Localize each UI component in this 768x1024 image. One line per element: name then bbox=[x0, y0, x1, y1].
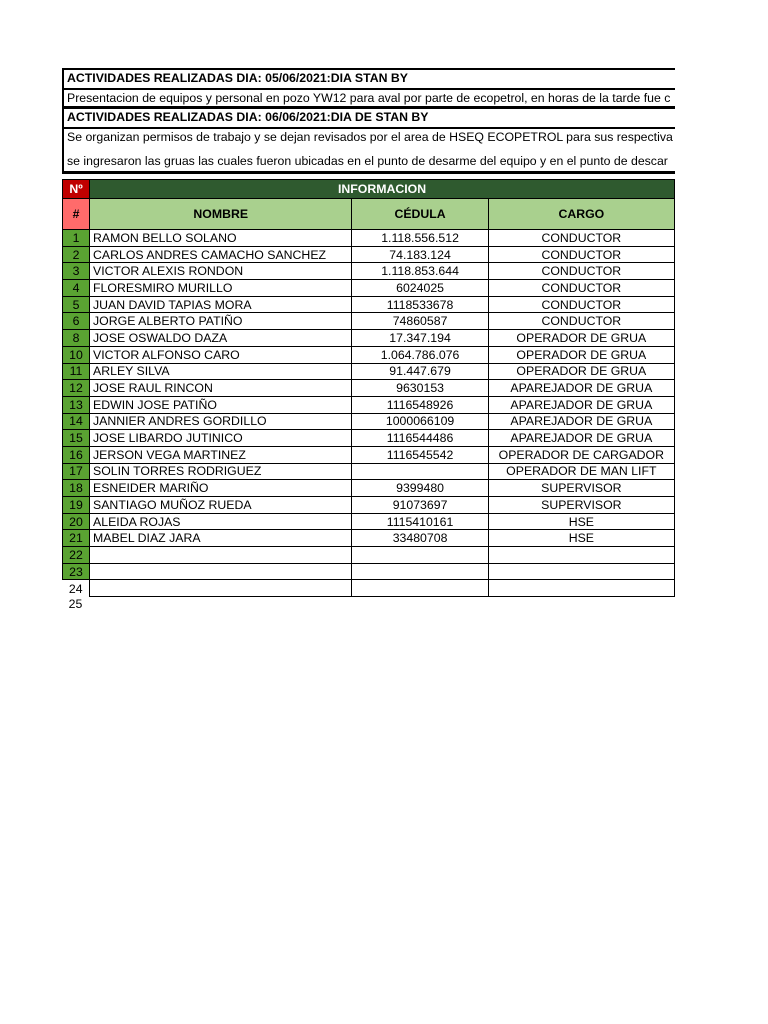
table-row bbox=[63, 346, 675, 363]
row-number[interactable]: 20 bbox=[63, 513, 90, 530]
cell-cedula[interactable] bbox=[352, 563, 488, 580]
group-header: INFORMACION bbox=[90, 180, 675, 199]
cell-cedula[interactable]: 1116548926 bbox=[352, 396, 488, 413]
column-header-cedula: CÉDULA bbox=[352, 199, 488, 230]
table-row bbox=[63, 380, 675, 397]
cell-cargo[interactable]: HSE bbox=[488, 530, 674, 547]
cell-cedula[interactable]: 91.447.679 bbox=[352, 363, 488, 380]
cell-nombre[interactable]: FLORESMIRO MURILLO bbox=[90, 280, 352, 297]
cell-nombre[interactable]: ESNEIDER MARIÑO bbox=[90, 480, 352, 497]
cell-cargo[interactable] bbox=[488, 580, 674, 597]
table-row bbox=[63, 480, 675, 497]
cell-cedula[interactable]: 1116545542 bbox=[352, 446, 488, 463]
cell-cargo[interactable]: CONDUCTOR bbox=[488, 280, 674, 297]
activity-title-2: ACTIVIDADES REALIZADAS DIA: 06/06/2021:DIA DE STAN BY bbox=[62, 109, 675, 127]
cell-nombre[interactable]: SOLIN TORRES RODRIGUEZ bbox=[90, 463, 352, 480]
cell-cargo[interactable]: OPERADOR DE GRUA bbox=[488, 346, 674, 363]
cell-nombre[interactable]: ALEIDA ROJAS bbox=[90, 513, 352, 530]
cell-cargo[interactable]: HSE bbox=[488, 513, 674, 530]
cell-nombre[interactable]: CARLOS ANDRES CAMACHO SANCHEZ bbox=[90, 246, 352, 263]
table-row bbox=[63, 230, 675, 247]
table-row bbox=[63, 463, 675, 480]
row-number[interactable]: 5 bbox=[63, 296, 90, 313]
column-header-nombre: NOMBRE bbox=[90, 199, 352, 230]
cell-cargo[interactable]: OPERADOR DE GRUA bbox=[488, 330, 674, 347]
table-row bbox=[63, 280, 675, 297]
table-row bbox=[63, 363, 675, 380]
activity-line-2-1: Se organizan permisos de trabajo y se dejan revisados por el area de HSEQ ECOPETROL para sus respectiva bbox=[62, 127, 675, 145]
row-number[interactable]: 1 bbox=[63, 230, 90, 247]
cell-cargo[interactable]: APAREJADOR DE GRUA bbox=[488, 380, 674, 397]
cell-cargo[interactable]: CONDUCTOR bbox=[488, 296, 674, 313]
table-row bbox=[63, 580, 675, 597]
cell-nombre[interactable] bbox=[90, 563, 352, 580]
cell-nombre[interactable]: JERSON VEGA MARTINEZ bbox=[90, 446, 352, 463]
row-number[interactable]: 10 bbox=[63, 346, 90, 363]
cell-cargo[interactable]: APAREJADOR DE GRUA bbox=[488, 413, 674, 430]
cell-nombre[interactable]: JOSE OSWALDO DAZA bbox=[90, 330, 352, 347]
row-number[interactable]: 8 bbox=[63, 330, 90, 347]
table-row bbox=[63, 513, 675, 530]
cell-nombre[interactable]: ARLEY SILVA bbox=[90, 363, 352, 380]
row-number[interactable]: 16 bbox=[63, 446, 90, 463]
row-number[interactable]: 2 bbox=[63, 246, 90, 263]
cell-cedula[interactable]: 1116544486 bbox=[352, 430, 488, 447]
table-row bbox=[63, 430, 675, 447]
cell-cargo[interactable] bbox=[488, 563, 674, 580]
cell-nombre[interactable]: JOSE LIBARDO JUTINICO bbox=[90, 430, 352, 447]
row-number[interactable]: 13 bbox=[63, 396, 90, 413]
activity-title-1: ACTIVIDADES REALIZADAS DIA: 05/06/2021:DIA STAN BY bbox=[62, 70, 675, 88]
row-number[interactable]: 4 bbox=[63, 280, 90, 297]
row-number[interactable]: 12 bbox=[63, 380, 90, 397]
cell-nombre[interactable]: VICTOR ALFONSO CARO bbox=[90, 346, 352, 363]
cell-cargo[interactable]: CONDUCTOR bbox=[488, 246, 674, 263]
cell-cedula[interactable]: 33480708 bbox=[352, 530, 488, 547]
cell-nombre[interactable]: JOSE RAUL RINCON bbox=[90, 380, 352, 397]
table-row bbox=[63, 446, 675, 463]
cell-cargo[interactable]: APAREJADOR DE GRUA bbox=[488, 430, 674, 447]
table-row bbox=[63, 330, 675, 347]
cell-cargo[interactable] bbox=[488, 547, 674, 564]
cell-cedula[interactable] bbox=[352, 547, 488, 564]
cell-nombre[interactable] bbox=[90, 580, 352, 597]
cell-cedula[interactable]: 91073697 bbox=[352, 497, 488, 514]
cell-cedula[interactable]: 9399480 bbox=[352, 480, 488, 497]
cell-cargo[interactable]: OPERADOR DE CARGADOR bbox=[488, 446, 674, 463]
cell-cedula[interactable] bbox=[352, 463, 488, 480]
cell-cedula[interactable]: 17.347.194 bbox=[352, 330, 488, 347]
row-number[interactable]: 18 bbox=[63, 480, 90, 497]
group-header-row bbox=[63, 180, 675, 199]
cell-cedula[interactable] bbox=[352, 580, 488, 597]
spacer bbox=[62, 145, 675, 153]
cell-nombre[interactable]: JUAN DAVID TAPIAS MORA bbox=[90, 296, 352, 313]
cell-cedula[interactable]: 6024025 bbox=[352, 280, 488, 297]
activity-line-1-1: Presentacion de equipos y personal en pozo YW12 para aval por parte de ecopetrol, en horas de la tarde fue c bbox=[62, 88, 675, 106]
cell-cedula[interactable]: 74860587 bbox=[352, 313, 488, 330]
table-row bbox=[63, 246, 675, 263]
cell-cedula[interactable]: 1.118.556.512 bbox=[352, 230, 488, 247]
row-number[interactable]: 19 bbox=[63, 497, 90, 514]
personnel-table bbox=[62, 179, 675, 597]
table-row bbox=[63, 296, 675, 313]
cell-cedula[interactable]: 9630153 bbox=[352, 380, 488, 397]
table-row bbox=[63, 396, 675, 413]
row-number: 25 bbox=[68, 597, 83, 612]
table-row bbox=[63, 263, 675, 280]
table-row bbox=[63, 413, 675, 430]
row-number[interactable]: 3 bbox=[63, 263, 90, 280]
cell-cedula[interactable]: 1.118.853.644 bbox=[352, 263, 488, 280]
row-number[interactable]: 15 bbox=[63, 430, 90, 447]
table-row bbox=[63, 313, 675, 330]
row-number[interactable]: 23 bbox=[63, 563, 90, 580]
activity-line-2-2: se ingresaron las gruas las cuales fueron ubicadas en el punto de desarme del equipo y en el punto de descar bbox=[62, 153, 675, 171]
cell-nombre[interactable]: MABEL DIAZ JARA bbox=[90, 530, 352, 547]
cell-nombre[interactable]: JORGE ALBERTO PATIÑO bbox=[90, 313, 352, 330]
table-row bbox=[63, 563, 675, 580]
cell-nombre[interactable]: VICTOR ALEXIS RONDON bbox=[90, 263, 352, 280]
cell-cedula[interactable]: 1115410161 bbox=[352, 513, 488, 530]
cell-nombre[interactable]: JANNIER ANDRES GORDILLO bbox=[90, 413, 352, 430]
cell-nombre[interactable]: SANTIAGO MUÑOZ RUEDA bbox=[90, 497, 352, 514]
cell-cargo[interactable]: CONDUCTOR bbox=[488, 230, 674, 247]
table-row bbox=[63, 530, 675, 547]
cell-cargo[interactable]: APAREJADOR DE GRUA bbox=[488, 396, 674, 413]
trailing-row-numbers bbox=[62, 597, 89, 613]
cell-cedula[interactable]: 1000066109 bbox=[352, 413, 488, 430]
divider bbox=[62, 171, 675, 179]
cell-nombre[interactable] bbox=[90, 547, 352, 564]
cell-cedula[interactable]: 1.064.786.076 bbox=[352, 346, 488, 363]
cell-cargo[interactable]: OPERADOR DE GRUA bbox=[488, 363, 674, 380]
row-number[interactable]: 14 bbox=[63, 413, 90, 430]
spreadsheet bbox=[62, 68, 675, 597]
cell-cargo[interactable]: SUPERVISOR bbox=[488, 480, 674, 497]
cell-cedula[interactable]: 74.183.124 bbox=[352, 246, 488, 263]
row-number[interactable]: 21 bbox=[63, 530, 90, 547]
cell-nombre[interactable]: RAMON BELLO SOLANO bbox=[90, 230, 352, 247]
cell-cargo[interactable]: CONDUCTOR bbox=[488, 313, 674, 330]
cell-cargo[interactable]: SUPERVISOR bbox=[488, 497, 674, 514]
row-number[interactable]: 24 bbox=[63, 580, 90, 597]
cell-cedula[interactable]: 1118533678 bbox=[352, 296, 488, 313]
num-header: # bbox=[63, 199, 90, 230]
row-number[interactable]: 11 bbox=[63, 363, 90, 380]
cell-nombre[interactable]: EDWIN JOSE PATIÑO bbox=[90, 396, 352, 413]
column-header-cargo: CARGO bbox=[488, 199, 674, 230]
row-number[interactable]: 22 bbox=[63, 547, 90, 564]
corner-label: Nº bbox=[63, 180, 90, 199]
cell-cargo[interactable]: CONDUCTOR bbox=[488, 263, 674, 280]
row-number[interactable]: 6 bbox=[63, 313, 90, 330]
table-row bbox=[63, 497, 675, 514]
row-number[interactable]: 17 bbox=[63, 463, 90, 480]
cell-cargo[interactable]: OPERADOR DE MAN LIFT bbox=[488, 463, 674, 480]
column-header-row bbox=[63, 199, 675, 230]
table-row bbox=[63, 547, 675, 564]
